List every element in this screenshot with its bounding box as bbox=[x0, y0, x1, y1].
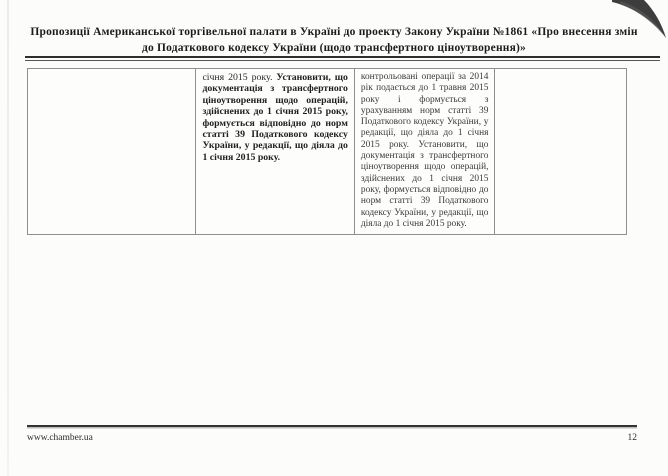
footer bbox=[27, 432, 637, 444]
page-number: 12 bbox=[627, 433, 637, 443]
proposals-table bbox=[27, 68, 627, 235]
provision-regular-text: січня 2015 року. bbox=[202, 72, 277, 83]
scan-edge-artifact bbox=[7, 0, 9, 476]
provision-bold-text: Установити, що документація з трансфертного ціноутворення щодо операцій, здійснених до 1 січня 2015 року, формується відповідно до норм статті 39 Податкового кодексу України, у редакції, що діяла до 1 січня 2015 року. bbox=[202, 72, 348, 163]
table-cell-proposal bbox=[355, 69, 496, 234]
document-title: Пропозиції Американської торгівельної палати в Україні до проекту Закону України №1861 «Про внесення змін до Податкового кодексу України (щодо трансфертного ціноутворення)» bbox=[30, 26, 638, 54]
cell-text-proposal: контрольовані операції за 2014 рік подається до 1 травня 2015 року і формується з урахуванням норм статті 39 Податкового кодексу України, у редакції, що діяла до 1 січня 2015 року. Установити, що документація з трансфертного ціноутворення щодо операцій, здійснених до 1 січня 2015 року, формується відповідно до норм статті 39 Податкового кодексу України, у редакції, що діяла до 1 січня 2015 року. bbox=[360, 72, 489, 229]
table-cell-left-empty bbox=[28, 69, 196, 234]
cell-text-provision bbox=[202, 72, 347, 163]
footer-website: www.chamber.ua bbox=[27, 433, 93, 443]
footer-divider bbox=[27, 425, 637, 427]
table-cell-provision bbox=[196, 69, 354, 234]
header-divider bbox=[25, 56, 660, 61]
table-cell-right-empty bbox=[495, 69, 626, 234]
